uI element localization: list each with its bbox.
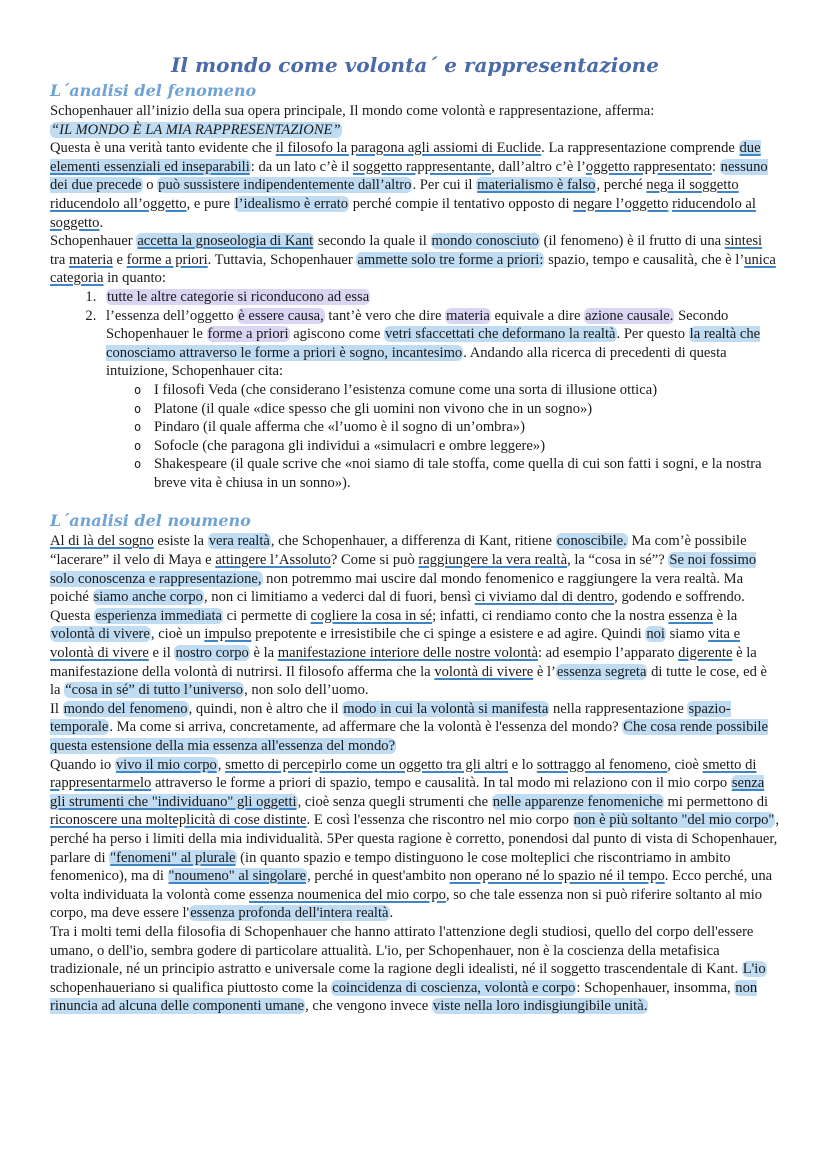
underlined-text: essenza	[668, 607, 713, 624]
highlighted-text: vera realtà	[208, 533, 270, 550]
underlined-text: sottraggo al fenomeno	[536, 756, 668, 773]
paragraph-rappresentazione	[50, 139, 780, 232]
highlighted-text: senza gli strumenti che "individuano" gli oggetti	[50, 775, 765, 810]
highlighted-text: non è più soltanto "del mio corpo"	[573, 812, 775, 829]
quote-highlight: “IL MONDO È LA MIA RAPPRESENTAZIONE”	[51, 121, 341, 138]
highlighted-text: spazio-temporale	[50, 700, 731, 736]
citation-item: o Shakespeare (il quale scrive che «noi siamo di tale stoffa, come quella di cui son fatti i sogni, e la nostra breve vita è chiusa in un sonno»).	[134, 455, 780, 492]
text-run: perché compie il tentativo opposto di	[349, 195, 574, 212]
text-run: , non ci limitiamo a vederci dal di fuori, bensì	[203, 589, 475, 606]
highlighted-text: modo in cui la volontà si manifesta	[343, 700, 549, 717]
text-run: , la “cosa in sé”?	[567, 552, 669, 569]
underlined-text: riducendolo al soggetto	[50, 195, 756, 231]
text-run: ,	[217, 756, 226, 773]
highlighted-text: viste nella loro indisgiungibile unità.	[432, 998, 648, 1015]
highlighted-text: "fenomeni" al plurale	[110, 849, 236, 866]
highlighted-text: azione causale.	[585, 307, 674, 324]
citation-list	[106, 381, 780, 493]
underlined-text: essenza noumenica del mio corpo	[249, 886, 446, 903]
numbered-list	[50, 288, 780, 493]
highlighted-text: può sussistere indipendentemente dall’altro	[158, 177, 412, 194]
underlined-text: materia	[69, 251, 113, 268]
list-item	[100, 307, 780, 493]
underlined-text: Al di là del sogno	[50, 533, 154, 550]
text-run: secondo la quale il	[314, 233, 431, 250]
text-run: spazio, tempo e causalità, che è l’	[544, 251, 745, 268]
text-run: mi permettono di	[663, 793, 769, 810]
underlined-text: digerente	[678, 645, 733, 662]
text-run: equivale a dire	[490, 307, 585, 324]
text-run: , quindi, non è altro che il	[188, 700, 343, 717]
text-run: Tra i molti temi della filosofia di Schopenhauer che hanno attirato l'attenzione degli studiosi, quello del corpo dell'essere umano, o dell'io, sembra godere di particolare attualità. L'io, per Schopenhauer, non è la coscienza della metafisica tradizionale, né un principio astratto e universale come la ragione degli idealisti, né il soggetto trascendentale di Kant.	[50, 923, 754, 978]
highlighted-text: Se noi fossimo solo conoscenza e rappresentazione,	[50, 552, 757, 587]
highlighted-text: ammette solo tre forme a priori:	[357, 251, 544, 268]
highlighted-text: forme a priori	[207, 326, 289, 343]
highlighted-text: mondo conosciuto	[431, 233, 539, 250]
text-run: nella rappresentazione	[549, 700, 688, 717]
text-run: , che Schopenhauer, a differenza di Kant, ritiene	[270, 533, 556, 550]
underlined-text: il filosofo la paragona agli assiomi di Euclide	[275, 140, 542, 157]
text-run: Quando io	[50, 756, 115, 773]
text-run: . Tuttavia, Schopenhauer	[207, 251, 357, 268]
text-run: è la manifestazione della volontà di nutrirsi. Il filosofo afferma che la	[50, 645, 757, 680]
highlighted-text: materia	[446, 307, 490, 324]
highlighted-text: accetta la gnoseologia di Kant	[137, 233, 314, 250]
text-run: . La rappresentazione comprende	[541, 140, 739, 157]
highlighted-text: nostro corpo	[175, 645, 249, 662]
text-run: , e pure	[186, 195, 234, 212]
text-run: e lo	[507, 756, 537, 773]
citation-item: o I filosofi Veda (che considerano l’esistenza comune come una sorta di illusione ottica)	[134, 381, 780, 400]
paragraph-mio-corpo	[50, 756, 780, 923]
text-run: Secondo Schopenhauer le	[106, 307, 729, 343]
highlighted-text: non rinuncia ad alcuna delle componenti umane	[50, 979, 758, 1015]
highlighted-text: nessuno dei due precede	[50, 158, 768, 194]
highlighted-text: vivo il mio corpo	[115, 756, 217, 773]
highlighted-text: materialismo è falso	[477, 177, 596, 194]
text-run: , perché	[596, 177, 647, 194]
text-run: agiscono come	[289, 326, 384, 343]
text-run: . Per cui il	[412, 177, 477, 194]
text-run: :	[711, 158, 720, 175]
text-run: .	[99, 214, 104, 231]
text-run: , cioè senza quegli strumenti che	[297, 793, 492, 810]
text-run: non potremmo mai uscire dal mondo fenomenico e raggiungere la vera realtà. Ma poiché	[50, 570, 744, 606]
text-run: : Schopenhauer, insomma,	[576, 979, 735, 996]
text-run: , perché in quest'ambito	[307, 868, 450, 885]
highlighted-text: conoscibile.	[556, 533, 627, 550]
text-run: . Andando alla ricerca di precedenti di questa intuizione, Schopenhauer cita:	[106, 344, 727, 380]
text-run: , cioè un	[150, 626, 205, 643]
underlined-text: forme a priori	[126, 251, 208, 268]
underlined-text: volontà di vivere	[434, 663, 534, 680]
text-run: . Per questo	[616, 326, 689, 343]
text-run: , che vengono invece	[305, 998, 432, 1015]
text-run: schopenhaueriano si qualifica piuttosto come la	[50, 979, 332, 996]
highlighted-text: è essere causa,	[238, 307, 324, 324]
highlighted-text: essenza segreta	[556, 663, 647, 680]
highlighted-text: la realtà che conosciamo attraverso le forme a priori è sogno, incantesimo	[106, 326, 761, 361]
text-run: Ma com’è possibile “lacerare” il velo di Maya e	[50, 533, 747, 569]
text-run: l’essenza dell’oggetto	[106, 307, 238, 324]
highlighted-text: noi	[646, 626, 665, 643]
list-item	[100, 288, 780, 307]
section-heading-fenomeno: L´analisi del fenomeno	[50, 81, 257, 100]
text-run: , godendo e soffrendo. Questa	[50, 589, 745, 624]
underlined-text: non operano né lo spazio né il tempo	[449, 868, 665, 885]
paragraph-intro	[50, 102, 780, 139]
text-run: è l’	[533, 663, 556, 680]
text-run: o	[142, 177, 158, 194]
text-run: e il	[148, 645, 175, 662]
text-run: : da un lato c’è il	[250, 158, 353, 175]
underlined-text: sintesi	[724, 233, 763, 250]
page-title: Il mondo come volonta´ e rappresentazione	[171, 53, 659, 77]
text-run: è la	[712, 607, 738, 624]
text-run: prepotente e irresistibile che ci spinge a esistere e ad agire. Quindi	[251, 626, 646, 643]
text-run: Il	[50, 700, 63, 717]
underlined-text: unica categoria	[50, 251, 776, 287]
text-run: è la	[249, 645, 278, 662]
underlined-text: soggetto rappresentante	[352, 158, 492, 175]
underlined-text: cogliere la cosa in sé	[310, 607, 433, 624]
text-run: in quanto:	[103, 270, 166, 287]
underlined-text: oggetto rappresentato	[585, 158, 712, 175]
highlighted-text: siamo anche corpo	[93, 589, 203, 606]
text-run: . E così l'essenza che riscontro nel mio corpo	[306, 812, 573, 829]
text-run: , dall’altro c’è l’	[491, 158, 586, 175]
text-run: tant’è vero che dire	[324, 307, 446, 324]
highlighted-text: “cosa in sé” di tutto l’universo	[65, 682, 244, 699]
highlighted-text: nelle apparenze fenomeniche	[492, 793, 663, 810]
text-run: , perché ha perso i limiti della mia individualità. 5Per questa ragione è corretto, ponendosi dal punto di vista di Schopenhauer, parlare di	[50, 812, 780, 866]
citation-item: o Platone (il quale «dice spesso che gli uomini non vivono che in un sogno»)	[134, 400, 780, 419]
text-run: e	[112, 251, 127, 268]
text-run: di tutte le cose, ed è la	[50, 663, 767, 699]
highlighted-text: l’idealismo è errato	[234, 195, 349, 212]
underlined-text: raggiungere la vera realtà	[418, 552, 568, 569]
paragraph-gnoseologia	[50, 232, 780, 288]
highlighted-text: L'io	[742, 961, 766, 978]
underlined-text: smetto di percepirlo come un oggetto tra gli altri	[225, 756, 508, 773]
highlighted-text: due elementi essenziali ed inseparabili	[50, 140, 761, 175]
text-run: . Ecco perché, una volta individuata la volontà come	[50, 868, 773, 903]
section-heading-noumeno: L´analisi del noumeno	[50, 511, 251, 531]
text-run: Questa è una verità tanto evidente che	[50, 140, 276, 157]
text-run: (il fenomeno) è il frutto di una	[539, 233, 725, 250]
underlined-text: attingere l’Assoluto	[215, 552, 331, 569]
text-run: esiste la	[153, 533, 208, 550]
underlined-text: riconoscere una molteplicità di cose distinte	[50, 812, 307, 829]
text-run: , so che tale essenza non si può riferire soltanto al mio corpo, ma deve essere l'	[50, 886, 763, 922]
underlined-text: nega il soggetto	[646, 177, 739, 194]
paragraph-vera-realta	[50, 532, 780, 699]
highlighted-text: Che cosa rende possibile questa estensione della mia essenza all'essenza del mondo?	[50, 719, 768, 754]
text-run: ? Come si può	[330, 552, 419, 569]
citation-item: o Pindaro (il quale afferma che «l’uomo è il sogno di un’ombra»)	[134, 418, 780, 437]
paragraph-mondo-fenomeno	[50, 700, 780, 756]
text-run: ; infatti, ci rendiamo conto che la nostra	[432, 607, 669, 624]
text-run: , cioè	[667, 756, 703, 773]
text-run: ci permette di	[223, 607, 311, 624]
text-run: tra	[50, 251, 70, 268]
underlined-text: vita e volontà di vivere	[50, 626, 741, 662]
highlighted-text: coincidenza di coscienza, volontà e corpo	[332, 979, 576, 996]
highlighted-text: tutte le altre categorie si riconducono ad essa	[107, 288, 370, 305]
underlined-text: smetto di rappresentarmelo	[50, 756, 757, 792]
highlighted-text: esperienza immediata	[95, 607, 223, 624]
text-run: (in quanto spazio e tempo distinguono le cose molteplici che riscontriamo in ambito fenomenico), ma di	[50, 849, 731, 885]
underlined-text: manifestazione interiore delle nostre volontà	[277, 645, 538, 662]
text-run: siamo	[665, 626, 709, 643]
highlighted-text: mondo del fenomeno	[63, 700, 188, 717]
text-run: : ad esempio l’apparato	[537, 645, 679, 662]
highlighted-text: volontà di vivere	[51, 626, 150, 643]
text-run: , non solo dell’uomo.	[244, 682, 369, 699]
underlined-text: impulso	[204, 626, 252, 643]
text-run: . Ma come si arriva, concretamente, ad affermare che la volontà è l'essenza del mondo?	[109, 719, 623, 736]
underlined-text: riducendolo all’oggetto	[50, 195, 187, 212]
text-run: .	[389, 905, 394, 922]
highlighted-text: vetri sfaccettati che deformano la realtà	[384, 326, 616, 343]
text-run: Schopenhauer	[50, 233, 137, 250]
underlined-text: ci viviamo dal di dentro	[474, 589, 615, 606]
underlined-text: negare l’oggetto	[573, 195, 669, 212]
text-run: attraverso le forme a priori di spazio, tempo e causalità. In tal modo mi relaziono con il mio corpo	[151, 775, 731, 792]
citation-item: o Sofocle (che paragona gli individui a «simulacri e ombre leggere»)	[134, 437, 780, 456]
highlighted-text: essenza profonda dell'intera realtà	[190, 905, 389, 922]
paragraph-io-corpo	[50, 923, 780, 1016]
text-run: Schopenhauer all’inizio della sua opera principale, Il mondo come volontà e rappresentazione, afferma:	[50, 103, 655, 119]
highlighted-text: "noumeno" al singolare	[168, 868, 307, 885]
